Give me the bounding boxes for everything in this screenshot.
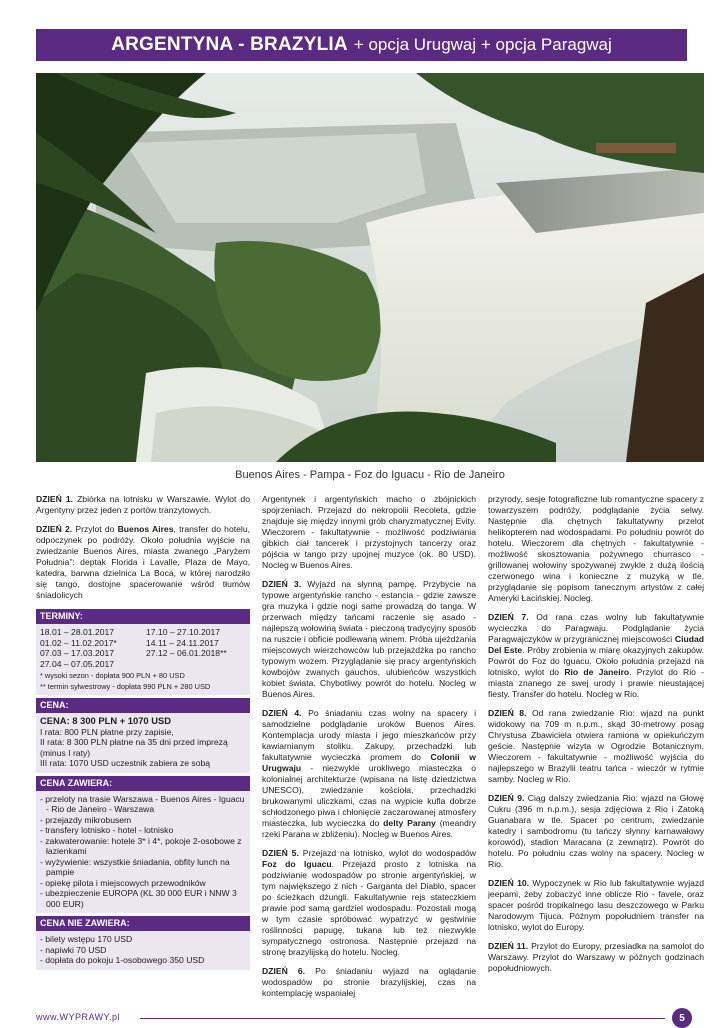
day-8-text: Od rana zwiedzanie Rio: wjazd na punkt widokowy na 709 m n.p.m., skąd 30-metrowy posąg Chrystusa Zbawiciela otwiera ramiona w opiekuńczym geście. Następnie wizyta w Ogrodzie Botanicznym. Wieczorem - fakultatywnie - możliwość wyjścia do najlepszego w Brazylii teatru tańca - wieczór w rytmie samby. Nocleg w Rio. (488, 708, 705, 784)
list-item: - bilety wstępu 170 USD (40, 934, 133, 944)
page-subtitle: + opcja Urugwaj + opcja Paragwaj (353, 35, 612, 54)
list-item: - ubezpieczenie EUROPA (KL 30 000 EUR i NNW 3 000 EUR) (40, 888, 237, 909)
day-3-label: DZIEŃ 3. (262, 579, 302, 589)
day-4-text-a: Po śniadaniu czas wolny na spacery i samodzielne podglądanie uroków Buenos Aires. Kontemplacja urody miasta i jego mieszkańców przy kawiarnianym stoliku. Zakupy, przechadzki lub fakultatywnie wycieczka promem do (262, 708, 476, 762)
excludes-header: CENA NIE ZAWIERA: (36, 916, 250, 931)
day-6-text: Po śniadaniu wyjazd na oglądanie wodospadów po stronie brazylijskiej, czas na kontemplację wspaniałej (262, 966, 476, 998)
term-date: 17.10 – 27.10.2017 (146, 627, 221, 637)
waterfall-photo (36, 73, 704, 462)
day-7-text-b: . Próby zrobienia w miarę okazyjnych zakupów. Powrót do Foz do Iguacu. Około południa przejazd na lotnisko, wylot do (488, 645, 704, 677)
day-11 (488, 941, 704, 974)
day-6-label: DZIEŃ 6. (262, 966, 306, 976)
day-7 (488, 612, 704, 700)
term-date: 27.12 – 06.01.2018** (146, 648, 227, 658)
price-line: III rata: 1070 USD uczestnik zabiera ze sobą (40, 758, 211, 768)
day-6 (262, 966, 476, 999)
list-item: - dopłata do pokoju 1-osobowego 350 USD (40, 955, 205, 965)
list-item: - przejazdy mikrobusem (40, 814, 132, 825)
website-link[interactable]: www.WYPRAWY.pl (36, 1012, 121, 1022)
day-4-label: DZIEŃ 4. (262, 708, 302, 718)
day-2-text-a: Przylot do (75, 524, 118, 534)
excludes-box (36, 931, 250, 970)
terms-box (36, 624, 250, 695)
term-date (146, 659, 246, 670)
term-date: 07.03 – 17.03.2017 (40, 648, 115, 658)
footer-divider (140, 1018, 665, 1019)
day-9-text: Ciąg dalszy zwiedzania Rio: wjazd na Głowę Cukru (396 m n.p.m.), sesja zdjęciowa z Rio i Zatoką Guanabara w tle. Spacer po centrum, zwiedzanie katedry i sambodromu (tu tańczy słynny karnawałowy korowód), stadion Maracana (z zewnątrz). Powrót do hotelu. Po południu czas wolny na spacery. Nocleg w Rio. (488, 793, 705, 869)
column-1 (36, 494, 250, 970)
list-item: - zakwaterowanie: hotele 3* i 4*, pokoje 2-osobowe z łazienkami (40, 835, 242, 856)
includes-header: CENA ZAWIERA: (36, 776, 250, 791)
day-7-text-a: Od rana czas wolny lub fakultatywnie wycieczka do Paragwaju. Podglądanie życia Paragwajczyków w przygranicznej miejscowości (488, 612, 704, 644)
day-7-label: DZIEŃ 7. (488, 612, 529, 622)
day-1 (36, 494, 250, 516)
price-box (36, 713, 250, 773)
day-8 (488, 708, 704, 785)
terms-note-1: * wysoki sezon - dopłata 900 PLN + 80 USD (40, 671, 185, 680)
column-3 (488, 494, 704, 982)
page-title: ARGENTYNA - BRAZYLIA (111, 34, 348, 55)
term-date: 14.11 – 24.11.2017 (146, 637, 219, 648)
price-line: I rata: 800 PLN płatne przy zapisie, (40, 726, 174, 737)
day-3-text: Wyjazd na słynną pampę. Przybycie na typowe argentyńskie rancho - estancia - gdzie zawsze gra muzyka i gdzie nogi same prowadzą do tanga. W przerwach między tańcami raczenie się asado - najlepszą wołowiną świata - pieczoną tradycyjny sposób na ruszcie i obficie podlewaną winem. Próba ujeżdżania miejscowych wierzchowców lub przejażdżka po rancho typowym wozem. Przyglądanie się pracy argentyńskich kowbojów zwanych gauchos, ulubieńców wszystkich kobiet świata. Chybotliwy powrót do hotelu. Nocleg w Buenos Aires. (262, 579, 477, 699)
terms-note-2: ** termin sylwestrowy - dopłata 990 PLN + 280 USD (40, 682, 211, 691)
day-2-text-b: , transfer do hotelu, odpoczynek po podróży. Około południa wyjście na zwiedzanie Buenos Aires, miasta zwanego „Paryżem Południa": deptak Florida i Lavalle, Plaza de Mayo, katedra, barwna dzielnica La Boca, w której narodziło się tango, dostojne spacerowanie wśród tłumów śniadolicych (36, 524, 250, 600)
terms-grid (40, 627, 246, 669)
day-4-bold-1: Colonii w Urugwaju (262, 752, 476, 773)
price-line: II rata: 8 300 PLN płatne na 35 dni przed imprezą (minus I raty) (40, 737, 228, 758)
day-11-label: DZIEŃ 11. (488, 941, 529, 951)
day-1-text: Zbiórka na lotnisku w Warszawie. Wylot do Argentyny przez jeden z portów tranzytowych. (36, 494, 250, 515)
day-5-label: DZIEŃ 5. (262, 848, 299, 858)
excludes-list (40, 934, 246, 966)
page-number: 5 (672, 1008, 692, 1028)
day-7-bold-1: Ciudad Del Este (488, 634, 704, 655)
day-6-continued: przyrody, sesje fotograficzne lub romantyczne spacery z towarzyszem podróży, podglądanie życia selwy. Następnie dla chętnych fakultatywny przelot helikopterem nad wodospadami. Po południu powrót do hotelu. Wieczorem dla chętnych - fakultatywnie - możliwość skosztowania pożywnego churrasco - grillowanej wołowiny spożywanej zwykle z dużą ilością czerwonego wina i konieczne z muzyką w tle, przyglądanie się popisom tanecznym artystów z całej Ameryki Łacińskiej. Nocleg. (488, 494, 704, 603)
list-item: - opiekę pilota i miejscowych przewodników (40, 877, 206, 888)
day-5-bold: Foz do Iguacu (262, 859, 332, 869)
term-date: 27.04 – 07.05.2017 (40, 658, 115, 669)
day-9-label: DZIEŃ 9. (488, 793, 525, 803)
day-2-continued: Argentynek i argentyńskich macho o zbójnickich spojrzeniach. Przejazd do nekropolii Recoleta, gdzie znajduje się między innymi grób charyzmatycznej Evity. Wieczorem - fakultatywnie - możliwość podziwiania gibkich ciał tancerek i przystojnych tancerzy oraz pójścia w tango przy upojnej muzyce (ok. 80 USD). Nocleg w Buenos Aires. (262, 494, 476, 570)
day-11-text: Przylot do Europy, przesiadka na samolot do Warszawy. Przylot do Warszawy w późnych godzinach popołudniowych. (488, 941, 704, 973)
term-date: 18.01 – 28.01.2017 (40, 627, 115, 637)
day-7-text-c: . Przylot do Rio - miasta znanego ze swej urody i prawie nieustającej fiesty. Transfer do hotelu. Nocleg w Rio. (488, 667, 705, 699)
day-4-bold-2: delty Parany (383, 818, 436, 828)
day-2 (36, 524, 250, 601)
price-header: CENA: (36, 698, 250, 713)
list-item: - wyżywienie: wszystkie śniadania, obfity lunch na pampie (40, 856, 230, 877)
day-4 (262, 708, 476, 840)
day-7-bold-2: Rio de Janeiro (564, 667, 630, 677)
day-10 (488, 878, 704, 933)
day-2-bold: Buenos Aires (117, 524, 174, 534)
includes-box (36, 791, 250, 914)
term-date: 01.02 – 11.02.2017* (40, 637, 117, 648)
day-2-label: DZIEŃ 2. (36, 524, 73, 534)
list-item: - napiwki 70 USD (40, 944, 107, 955)
day-5-text-b: . Przejazd prosto z lotniska na podziwianie wodospadów po stronie argentyńskiej, w tym największego z nich - Garganta del Diablo, spacer po ścieżkach dżungli. Fakultatywnie rejs stateczkiem prawie pod samą gardziel wodospadu. Pozostali mogą w tym czasie spróbować wypatrzyć w gęstwinie roślinności papugę, tukana lub też niezwykle sympatycznego ostronosa. Następnie przejazd na stronę brazylijską do hotelu. Nocleg. (262, 859, 477, 957)
list-item: - transfery lotnisko - hotel - lotnisko (40, 825, 174, 835)
title-bar (36, 29, 687, 61)
column-2 (262, 494, 476, 1007)
day-8-label: DZIEŃ 8. (488, 708, 527, 718)
list-item: - przeloty na trasie Warszawa - Buenos Aires - Iguacu - Rio de Janeiro - Warszawa (40, 793, 245, 814)
day-9 (488, 793, 704, 870)
day-5 (262, 848, 476, 958)
terms-header: TERMINY: (36, 609, 250, 624)
day-10-label: DZIEŃ 10. (488, 878, 530, 888)
photo-caption: Buenos Aires - Pampa - Foz do Iguacu - Rio de Janeiro (235, 469, 505, 481)
price-main: CENA: 8 300 PLN + 1070 USD (40, 715, 172, 726)
day-4-text-c: (meandry rzeki Parana w zbliżeniu). Nocleg w Buenos Aires. (262, 818, 476, 839)
day-10-text: Wypoczynek w Rio lub fakultatywnie wyjazd jeepami, żeby zobaczyć inne oblicze Rio - favele, oraz spacer pośród tropikalnego lasu deszczowego w Parku Narodowym Tijuca. Późnym popołudniem transfer na lotnisko, wylot do Europy. (488, 878, 704, 932)
day-3 (262, 579, 476, 700)
day-4-text-b: - niezwykle urokliwego miasteczka o kolonialnej architekturze (wpisana na listę dziedzictwa UNESCO), zwiedzanie kościoła, przechadzki brukowanymi uliczkami, czas na wypicie kufla dobrze schłodzonego piwa i chłonięcie zaczarowanej atmosfery miasteczka, lub wycieczka do (262, 763, 476, 828)
day-1-label: DZIEŃ 1. (36, 494, 73, 504)
includes-list (40, 794, 246, 910)
day-5-text-a: Przejazd na lotnisko, wylot do wodospadów (302, 848, 476, 858)
